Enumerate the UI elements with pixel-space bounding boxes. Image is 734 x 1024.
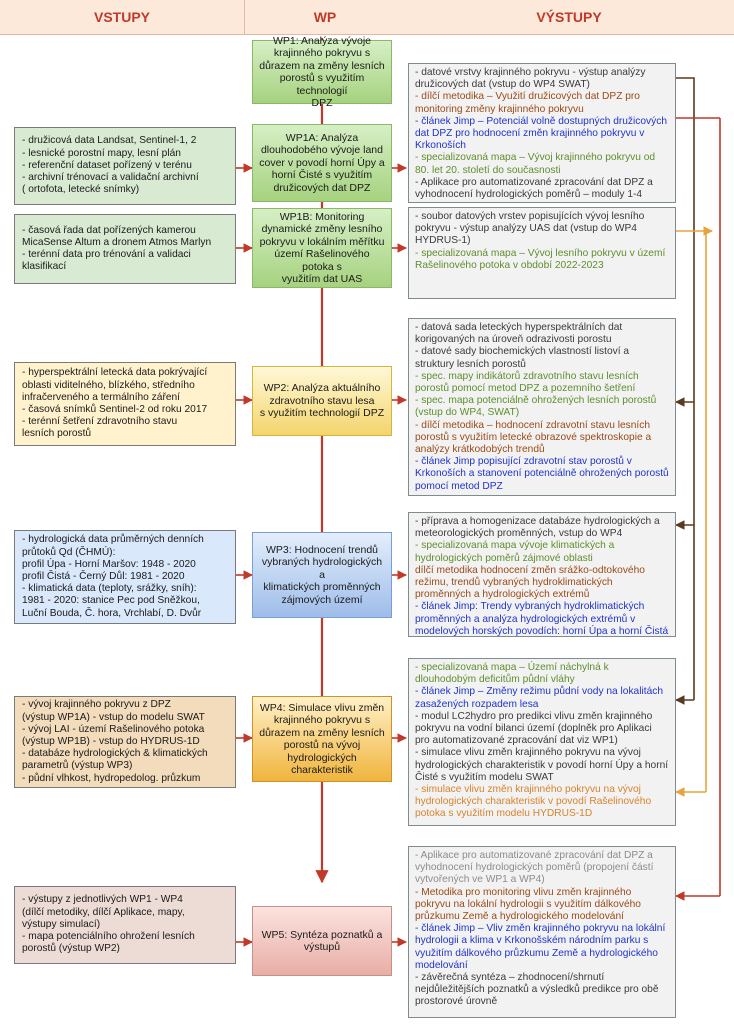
text-line: - hyperspektrální letecká data pokrývající: [22, 367, 208, 379]
input-text-wp4: [22, 699, 228, 784]
text-line: WP2: Analýza aktuálního: [263, 382, 381, 395]
wp1-text: [259, 35, 385, 110]
output-item-line: - specializovaná mapa – Vývoj lesního pokryvu v území: [415, 247, 666, 259]
text-line: dynamické změny lesního: [261, 223, 383, 235]
output-item: [415, 516, 669, 540]
output-list-wp3: [415, 516, 669, 638]
output-item-line: - článek Jimp popisující zdravotní stav porostů v: [415, 456, 632, 468]
text-line: cover v povodí horní Úpy a: [259, 156, 385, 169]
output-item: [415, 116, 669, 153]
output-item-line: dílčí metodika hodnocení změn srážko-odtokového: [415, 564, 645, 576]
output-item-line: družicových dat (vstup do WP4 SWAT): [415, 79, 590, 91]
output-list-wp1a: [415, 67, 669, 201]
output-item-line: monitoring změny krajinného pokryvu: [415, 103, 584, 115]
output-item: [415, 923, 669, 972]
output-item-line: modelových horských povodích: horní Úpa a horní Čistá: [415, 625, 669, 637]
output-item-line: 80. let 20. století do současnosti: [415, 164, 561, 176]
wp1a-box: [252, 124, 392, 202]
text-line: WP3: Hodnocení trendů: [265, 543, 379, 556]
output-item: [415, 211, 669, 248]
input-text-wp2: [22, 367, 228, 440]
output-item-line: - simulace vlivu změn krajinného pokryvu na vývoj: [415, 784, 641, 796]
output-item-line: hydrologických charakteristik v povodí horní Úpy a horní: [415, 759, 669, 771]
output-item-line: - datové sady biochemických vlastností listoví a: [415, 346, 630, 358]
output-item: [415, 322, 669, 346]
output-item-line: - specializovaná mapa – Vývoj krajinného pokryvu od: [415, 152, 656, 164]
output-item-line: korigovaných na úroveň odrazivosti porostu: [415, 334, 612, 346]
text-line: krajinného pokryvu s: [273, 714, 371, 726]
text-line: důrazem na změny lesních: [259, 59, 385, 72]
input-text-wp1a: [22, 135, 228, 196]
output-item: [415, 686, 669, 710]
output-item-line: HYDRUS-1): [415, 235, 471, 247]
text-line: WP4: Simulace vlivu změn: [259, 701, 385, 714]
text-line: ( ortofota, letecké snímky): [22, 184, 140, 196]
wp1b-box: [252, 208, 392, 288]
text-line: hydrologických charakteristik: [287, 751, 357, 776]
output-item: [415, 91, 669, 115]
text-line: - časová řada dat pořízených kamerou: [22, 224, 196, 236]
output-item-line: hydrologii a klima v Krkonošském národním parku s: [415, 935, 649, 947]
output-item: [415, 248, 669, 272]
output-item-line: využitím dálkového průzkumu Země a hydrologického: [415, 947, 658, 959]
output-list-wp1b: [415, 211, 669, 272]
output-item-line: - Aplikace pro automatizované zpracování dat DPZ a: [415, 850, 653, 861]
output-item-line: - datové vrstvy krajinného pokryvu - výstup analýzy: [415, 67, 646, 78]
text-line: (dílčí metodiky, dílčí Aplikace, mapy,: [22, 906, 185, 918]
wp1b-text: [259, 211, 385, 286]
output-item: [415, 662, 669, 686]
output-item: [415, 565, 669, 602]
text-line: družicových dat DPZ: [273, 181, 371, 194]
output-item-line: - článek Jimp – Změny režimu půdní vody na lokalitách: [415, 686, 664, 698]
input-box-wp1b: [14, 214, 236, 284]
output-item-line: - specializovaná mapa vývoje klimatických a: [415, 540, 615, 552]
output-item-line: Čisté s využitím modelu SWAT: [415, 771, 554, 783]
text-line: vybraných hydrologických a: [261, 556, 383, 581]
output-box-wp3: [408, 512, 676, 637]
text-line: pokryvu v lokálním měřítku: [259, 235, 385, 248]
output-item-line: hydrologických charakteristik v povodí Rašelinového: [415, 796, 652, 808]
text-line: WP1: Analýza vývoje: [272, 34, 372, 47]
output-item: [415, 747, 669, 784]
wp4-box: [252, 696, 392, 782]
text-line: výstupů: [303, 941, 341, 953]
output-item-line: - modul LC2hydro pro predikci vlivu změn krajinného: [415, 710, 653, 722]
text-line: zájmových území: [281, 593, 363, 606]
text-line: - terénní šetření zdravotního stavu: [22, 416, 178, 428]
output-item: [415, 887, 669, 924]
output-item-line: - datová sada leteckých hyperspektrálních dat: [415, 322, 623, 333]
output-item: [415, 601, 669, 638]
text-line: zdravotního stavu lesa: [269, 394, 375, 407]
text-line: - terénní data pro trénování a validaci: [22, 249, 191, 260]
output-box-wp1a: [408, 63, 676, 203]
text-line: - lesnické porostní mapy, lesní plán: [22, 147, 181, 159]
text-line: klasifikací: [22, 261, 67, 273]
output-item-line: - specializovaná mapa – Území náchylná k: [415, 662, 609, 673]
text-line: MicaSense Altum a dronem Atmos Marlyn: [22, 236, 212, 248]
input-box-wp2: [14, 362, 236, 446]
text-line: - vývoj LAI - území Rašelinového potoka: [22, 723, 205, 735]
text-line: důrazem na změny lesních: [259, 726, 385, 739]
wp1-box: [252, 34, 392, 109]
output-item-line: dlouhodobým deficitům půdní vláhy: [415, 674, 575, 686]
output-item-line: - soubor datových vrstev popisujících vývoj lesního: [415, 211, 645, 222]
output-item-line: vyhodnocení hydrologických poměrů – moduly 1-4: [415, 189, 643, 201]
wp2-box: [252, 366, 392, 436]
output-item-line: Rašelinového potoka v období 2022-2023: [415, 259, 604, 271]
output-item-line: meteorologických proměnných, vstup do WP4: [415, 528, 623, 540]
header-wp: WP: [244, 0, 406, 35]
output-item-line: průzkumu Země a hydrologického modelování: [415, 911, 624, 923]
output-item-line: porostů pomocí metod DPZ a pozemního šetření: [415, 383, 636, 395]
header-inputs: VSTUPY: [0, 0, 244, 35]
output-item-line: Krkonoších: [415, 140, 466, 152]
output-item-line: potoka s využitím modelu HYDRUS-1D: [415, 808, 593, 820]
text-line: - databáze hydrologických & klimatických: [22, 748, 208, 760]
output-item: [415, 784, 669, 821]
output-item: [415, 540, 669, 564]
output-item-line: prostorové úrovně: [415, 996, 498, 1008]
text-line: využitím dat UAS: [281, 273, 363, 285]
output-box-wp4: [408, 658, 676, 826]
output-item-line: - spec. mapy indikátorů zdravotního stavu lesních: [415, 370, 639, 382]
output-item: [415, 456, 669, 493]
text-line: oblasti viditelného, blízkého, středního: [22, 379, 195, 391]
output-item-line: nejdůležitějších poznatků a výsledků predikce pro obě: [415, 984, 659, 996]
output-item-line: vytvořených ve WP1 a WP4): [415, 874, 545, 886]
wp4-text: [259, 702, 385, 777]
text-line: - referenční dataset pořízený v terénu: [22, 159, 192, 171]
text-line: WP5: Syntéza poznatků a: [261, 928, 383, 941]
output-item-line: režimu, trendů vybraných hydroklimatických: [415, 577, 613, 589]
text-line: - klimatická data (teploty, srážky, sníh):: [22, 583, 197, 595]
text-line: výstupy simulací): [22, 918, 101, 930]
output-item-line: - článek Jimp – Vliv změn krajinného pokryvu na lokální: [415, 923, 666, 935]
output-item-line: pro automatizované zpracování dat viz WP1): [415, 735, 618, 747]
output-box-wp1b: [408, 207, 676, 299]
output-item-line: analýzy krátkodobých trendů: [415, 444, 545, 456]
input-text-wp3: [22, 534, 228, 619]
text-line: horní Čisté s využitím: [271, 169, 373, 182]
output-item-line: proměnných a analýza hydrologických extrémů v: [415, 613, 636, 625]
text-line: DPZ: [311, 97, 333, 109]
text-line: krajinného pokryvu s: [273, 47, 371, 59]
output-item-line: pokryvu - výstup analýzy UAS dat (vstup do WP4: [415, 223, 637, 235]
output-item: [415, 420, 669, 457]
text-line: (výstup WP1B) - vstup do HYDRUS-1D: [22, 735, 200, 747]
text-line: infračerveného a termálního záření: [22, 391, 180, 403]
output-item: [415, 711, 669, 748]
wp3-box: [252, 532, 392, 618]
output-item-line: - Aplikace pro automatizované zpracování dat DPZ a: [415, 176, 653, 188]
output-item: [415, 67, 669, 91]
text-line: území Rašelinového potoka s: [274, 248, 370, 273]
text-line: - výstupy z jednotlivých WP1 - WP4: [22, 894, 183, 906]
output-item-line: - příprava a homogenizace databáze hydrologických a: [415, 516, 660, 527]
text-line: profil Úpa - Horní Maršov: 1948 - 2020: [22, 558, 196, 570]
output-item-line: - článek Jimp – Potenciál volně dostupných družicových: [415, 115, 667, 127]
output-item: [415, 371, 669, 395]
text-line: - časová snímků Sentinel-2 od roku 2017: [22, 404, 208, 415]
output-list-wp2: [415, 322, 669, 493]
text-line: porostů s využitím technologií: [279, 72, 365, 97]
output-item-line: modelování: [415, 959, 468, 971]
text-line: (výstup WP1A) - vstup do modelu SWAT: [22, 711, 205, 723]
output-item: [415, 152, 669, 176]
output-item-line: pomocí metod DPZ: [415, 480, 503, 492]
header-outputs: VÝSTUPY: [404, 0, 734, 35]
output-item-line: pokryvu na lokální hydrologii s využitím dálkového: [415, 898, 641, 910]
output-item-line: Krkonoších a stanovení potenciálně ohrožených porostů: [415, 468, 669, 480]
output-item-line: - Metodika pro monitoring vlivu změn krajinného: [415, 886, 632, 898]
text-line: klimatických proměnných: [263, 581, 381, 594]
text-line: - hydrologická data průměrných denních: [22, 534, 204, 546]
wp3-text: [259, 544, 385, 607]
text-line: - vývoj krajinného pokryvu z DPZ: [22, 699, 171, 711]
text-line: - mapa potenciálního ohrožení lesních: [22, 931, 195, 943]
text-line: s využitím technologií DPZ: [259, 407, 385, 420]
output-item-line: - dílčí metodika – Využití družicových dat DPZ pro: [415, 91, 640, 103]
input-box-wp5: [14, 886, 236, 964]
output-item: [415, 395, 669, 419]
text-line: lesních porostů: [22, 428, 92, 440]
text-line: 1981 - 2020: stanice Pec pod Sněžkou,: [22, 595, 200, 607]
output-item-line: hydrologických poměrů zájmové oblasti: [415, 552, 593, 564]
output-item-line: - článek Jimp: Trendy vybraných hydroklimatických: [415, 601, 645, 613]
text-line: průtoků Qd (ČHMÚ):: [22, 546, 116, 558]
output-item-line: dat DPZ pro hodnocení změn krajinného pokryvu v: [415, 128, 645, 140]
wp5-box: [252, 906, 392, 976]
text-line: parametrů (výstup WP3): [22, 760, 133, 772]
input-text-wp1b: [22, 225, 228, 274]
text-line: porostů na vývoj: [283, 739, 361, 751]
input-box-wp4: [14, 696, 236, 788]
input-box-wp1a: [14, 127, 236, 205]
output-item: [415, 177, 669, 201]
output-item-line: - závěrečná syntéza – zhodnocení/shrnutí: [415, 972, 605, 984]
output-item-line: - spec. mapa potenciálně ohrožených lesních porostů: [415, 395, 657, 407]
output-item-line: zasažených rozpadem lesa: [415, 698, 539, 710]
output-item-line: proměnných a hydrologických extrémů: [415, 589, 590, 601]
output-item-line: struktury lesních porostů: [415, 358, 526, 370]
output-item: [415, 972, 669, 1009]
output-item-line: (vstup do WP4, SWAT): [415, 407, 520, 419]
input-text-wp5: [22, 894, 228, 955]
output-list-wp4: [415, 662, 669, 821]
output-item-line: vyhodnocení hydrologických poměrů (propojení částí: [415, 862, 654, 874]
wp5-text: [262, 929, 383, 954]
output-item-line: - dílčí metodika – hodnocení zdravotní stavu lesních: [415, 419, 651, 431]
output-item: [415, 346, 669, 370]
wp1a-text: [259, 132, 384, 195]
text-line: dlouhodobého vývoje land: [260, 144, 383, 157]
output-item-line: pokryvu na vodní bilanci území (doplněk pro Aplikaci: [415, 723, 652, 735]
output-item: [415, 850, 669, 887]
text-line: WP1B: Monitoring: [279, 210, 365, 223]
output-item-line: porostů s využitím letecké obrazové spektroskopie a: [415, 431, 652, 443]
output-box-wp2: [408, 318, 676, 496]
text-line: Luční Bouda, Č. hora, Vrchlabí, D. Dvůr: [22, 607, 202, 619]
output-box-wp5: [408, 846, 676, 1018]
text-line: - družicová data Landsat, Sentinel-1, 2: [22, 135, 197, 147]
text-line: porostů (výstup WP2): [22, 943, 120, 955]
output-list-wp5: [415, 850, 669, 1009]
text-line: - archivní trénovací a validační archivní: [22, 172, 199, 184]
wp2-text: [260, 382, 384, 420]
text-line: WP1A: Analýza: [285, 131, 359, 144]
text-line: - půdní vlhkost, hydropedolog. průzkum: [22, 772, 201, 784]
input-box-wp3: [14, 530, 236, 624]
output-item-line: - simulace vlivu změn krajinného pokryvu na vývoj: [415, 747, 641, 759]
text-line: profil Čistá - Černý Důl: 1981 - 2020: [22, 570, 185, 582]
